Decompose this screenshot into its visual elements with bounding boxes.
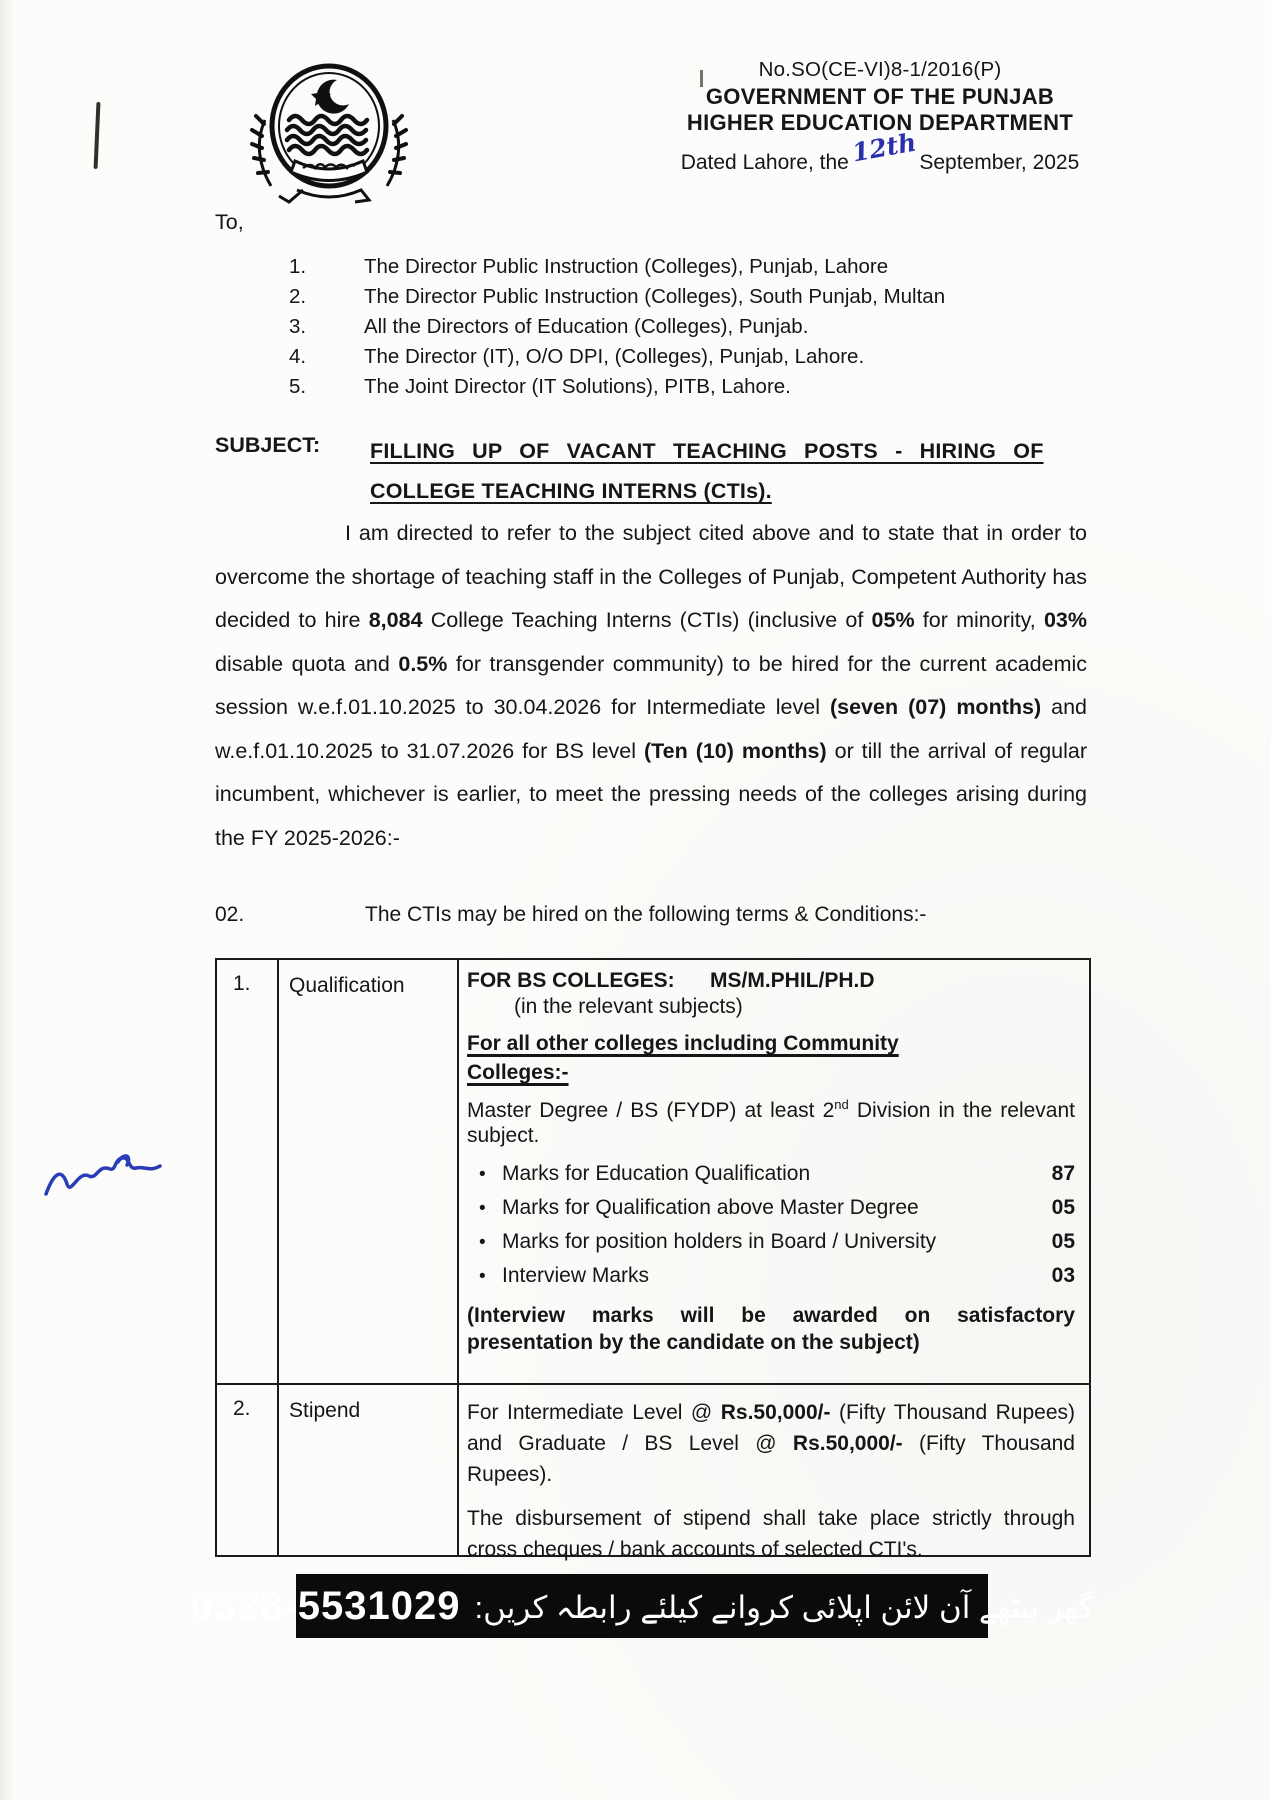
date-suffix: September, 2025 [919,151,1080,175]
subject-label: SUBJECT: [215,433,321,457]
stipend-amount-paragraph [467,1397,1075,1490]
body-text: disable quota and [215,651,399,676]
government-title: GOVERNMENT OF THE PUNJAB [705,84,1055,110]
intermediate-duration: (seven (07) months) [829,695,1042,719]
recipient-row [215,372,1095,402]
letterhead [660,58,1100,176]
recipient-text: The Director (IT), O/O DPI, (Colleges), Punjab, Lahore. [364,345,865,368]
interview-marks-note: (Interview marks will be awarded on satisfactory presentation by the candidate on the subject) [467,1304,1075,1354]
stipend-text: (Fifty Thousand Rupees). [467,1432,1075,1486]
date-prefix: Dated Lahore, the [680,151,849,175]
bullet-icon: • [479,1266,486,1287]
recipient-number: 5. [289,375,307,398]
body-text: for minority, [914,608,1044,632]
salutation: To, [215,210,244,234]
body-text: or till the arrival of regular incumbent, whichever is earlier, to meet the pressing needs of the colleges arising during the FY 2025-2026:- [215,738,1088,850]
recipient-number: 2. [289,285,307,308]
marks-label: Marks for Education Qualification [502,1162,811,1185]
master-degree-requirement [467,1098,1075,1148]
paragraph-number: 02. [215,903,245,926]
terms-conditions-table [215,958,1091,1561]
pen-mark [94,102,101,169]
other-colleges-heading-line1: For all other colleges including Community [467,1032,899,1055]
stipend-text: For Intermediate Level @ [467,1401,721,1424]
marks-value: 87 [1051,1162,1075,1185]
bullet-icon: • [479,1232,486,1253]
stipend-text: (Fifty Thousand Rupees) and Graduate / BS Level @ [467,1401,1075,1455]
table-cell-serial-1: 1. [217,960,279,1385]
table-cell-heading-stipend: Stipend [279,1385,459,1555]
subject-line-1: FILLING UP OF VACANT TEACHING POSTS - HIRING OF [370,439,1044,463]
body-text: for transgender community) to be hired for the current academic session w.e.f.01.10.2025 to 30.04.2026 for Intermediate level [215,651,1088,719]
table-cell-serial-2: 2. [217,1385,279,1555]
bs-colleges-note: (in the relevant subjects) [514,995,743,1018]
cti-count: 8,084 [368,608,423,632]
paragraph-02 [215,903,1095,927]
recipient-row [215,342,1095,372]
recipient-number: 1. [289,255,307,278]
master-text: Division in the relevant subject. [467,1099,1075,1147]
table-cell-stipend-details [459,1385,1089,1561]
bs-duration: (Ten (10) months) [643,738,827,763]
bs-colleges-label: FOR BS COLLEGES: [467,969,675,992]
handwritten-date-day: 12th [849,127,919,168]
marks-label: Marks for position holders in Board / University [502,1230,937,1253]
contact-phone-number: 0328-5531029 [190,1583,461,1628]
marks-item [467,1259,1075,1293]
bs-stipend-amount: Rs.50,000/- [792,1432,903,1455]
other-colleges-heading [467,1029,1075,1087]
body-text: and w.e.f.01.10.2025 to 31.07.2026 for BS level [215,695,1087,763]
reference-number: No.SO(CE-VI)8-1/2016(P) [758,58,1002,81]
body-text: I am directed to refer to the subject cited above and to state that in order to overcome the shortage of teaching staff in the Colleges of Punjab, Competent Authority has decided to hire [215,521,1087,632]
body-paragraph [215,512,1087,860]
body-text: College Teaching Interns (CTIs) (inclusive of [422,608,872,632]
bullet-icon: • [479,1164,486,1185]
minority-quota: 05% [871,608,915,632]
transgender-quota: 0.5% [398,651,448,676]
subject-block [215,431,1087,511]
table-cell-qualification-details [459,960,1089,1385]
marks-item [467,1191,1075,1225]
marks-item [467,1225,1075,1259]
department-title: HIGHER EDUCATION DEPARTMENT [686,110,1074,136]
punjab-government-crest-icon [237,58,422,210]
marks-breakdown-list [467,1157,1075,1293]
table-cell-heading-qualification: Qualification [279,960,459,1385]
ordinal-superscript: nd [834,1097,849,1112]
urdu-contact-text: گھر بیٹھے آن لائن اپلائی کروانے کیلئے رابطہ کریں: [474,1589,1094,1625]
other-colleges-heading-line2: Colleges:- [467,1061,569,1084]
marks-value: 05 [1051,1230,1075,1253]
bullet-icon: • [479,1198,486,1219]
handwritten-signature-scribble [40,1138,165,1213]
marks-value: 05 [1051,1196,1075,1219]
stipend-disbursement-paragraph: The disbursement of stipend shall take place strictly through cross cheques / bank accounts of selected CTI's. [467,1507,1075,1561]
recipient-row [215,252,1095,282]
recipient-number: 3. [289,315,307,338]
subject-text [370,431,1087,511]
bs-colleges-requirement: MS/M.PHIL/PH.D [710,969,875,992]
recipient-text: The Director Public Instruction (Colleges), Punjab, Lahore [364,255,889,278]
recipient-row [215,282,1095,312]
marks-item [467,1157,1075,1191]
recipient-text: The Joint Director (IT Solutions), PITB, Lahore. [364,375,791,398]
marks-label: Interview Marks [502,1264,650,1287]
recipient-text: The Director Public Instruction (Colleges), South Punjab, Multan [364,285,946,308]
paragraph-text: The CTIs may be hired on the following terms & Conditions:- [365,903,927,926]
contact-banner [190,1574,1094,1638]
intermediate-stipend-amount: Rs.50,000/- [720,1401,831,1424]
subject-line-2: COLLEGE TEACHING INTERNS (CTIs). [370,479,772,503]
marks-value: 03 [1051,1264,1075,1287]
date-line [660,127,1100,176]
recipient-text: All the Directors of Education (Colleges), Punjab. [364,315,809,338]
bs-colleges-row [467,968,1075,994]
recipient-row [215,312,1095,342]
master-text: Master Degree / BS (FYDP) at least 2 [467,1099,835,1122]
disable-quota: 03% [1043,608,1087,632]
recipients-list [215,252,1095,402]
recipient-number: 4. [289,345,307,368]
marks-label: Marks for Qualification above Master Degree [502,1196,919,1219]
